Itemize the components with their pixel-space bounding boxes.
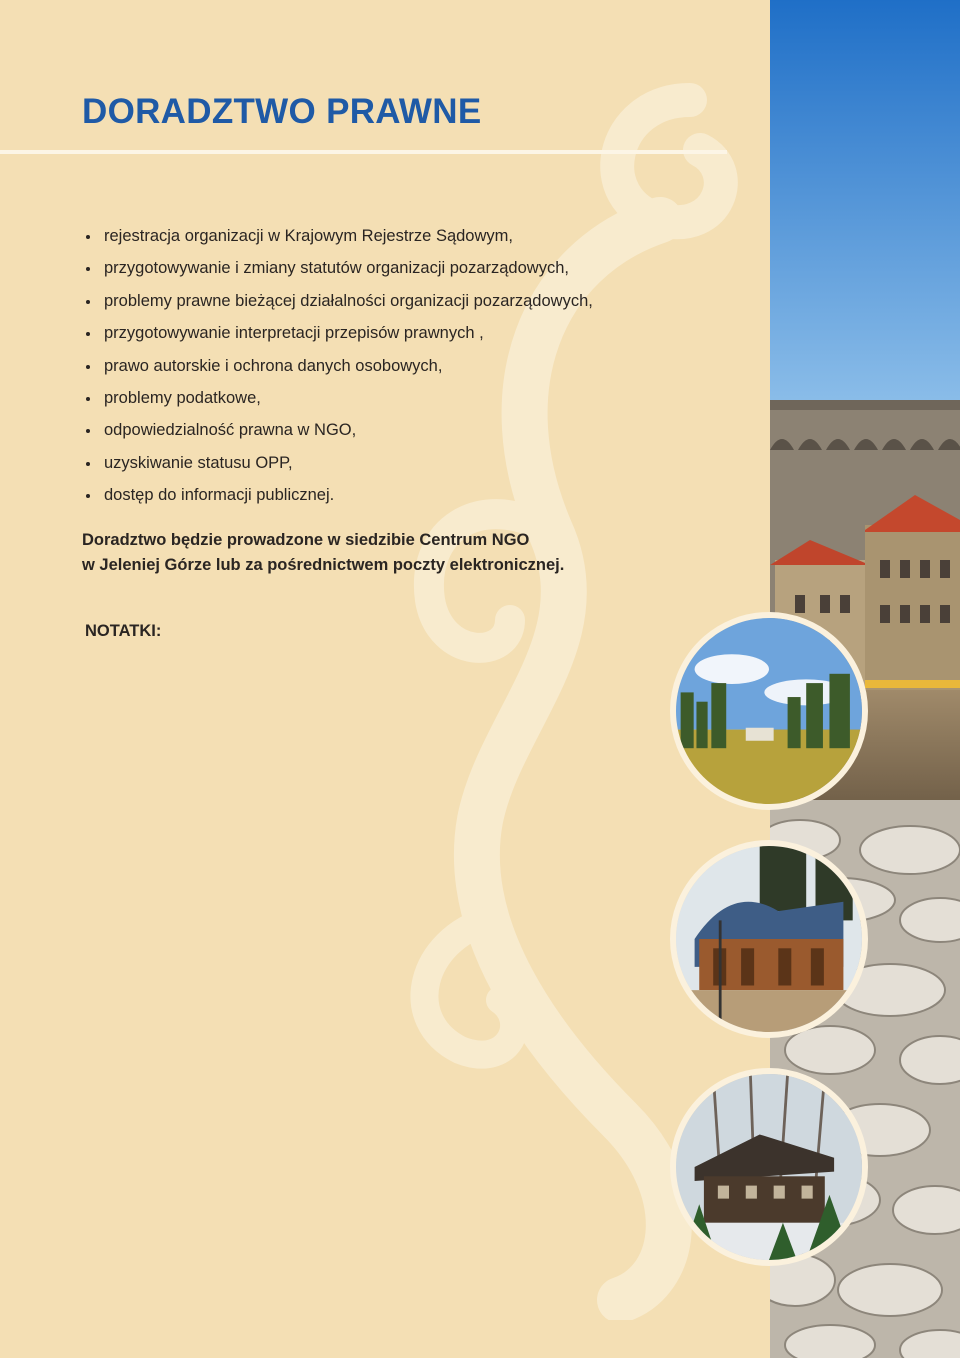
location-note-line1: Doradztwo będzie prowadzone w siedzibie Centrum NGO — [82, 531, 530, 549]
list-item: przygotowywanie interpretacji przepisów prawnych , — [84, 319, 593, 351]
list-item: problemy prawne bieżącej działalności organizacji pozarządowych, — [84, 287, 593, 319]
list-item: problemy podatkowe, — [84, 384, 593, 416]
chalet-photo — [670, 1068, 868, 1266]
pavilion-photo — [670, 840, 868, 1038]
park-photo — [670, 612, 868, 810]
title-divider — [0, 150, 727, 154]
page-title: DORADZTWO PRAWNE — [82, 92, 482, 131]
notes-heading: NOTATKI: — [85, 622, 162, 640]
list-item: odpowiedzialność prawna w NGO, — [84, 416, 593, 448]
list-item: uzyskiwanie statusu OPP, — [84, 449, 593, 481]
list-item: dostęp do informacji publicznej. — [84, 481, 593, 513]
topic-list — [84, 222, 593, 514]
location-note-line2: w Jeleniej Górze lub za pośrednictwem poczty elektronicznej. — [82, 556, 565, 574]
list-item: przygotowywanie i zmiany statutów organizacji pozarządowych, — [84, 254, 593, 286]
location-note — [82, 528, 564, 578]
list-item: prawo autorskie i ochrona danych osobowych, — [84, 352, 593, 384]
list-item: rejestracja organizacji w Krajowym Rejestrze Sądowym, — [84, 222, 593, 254]
